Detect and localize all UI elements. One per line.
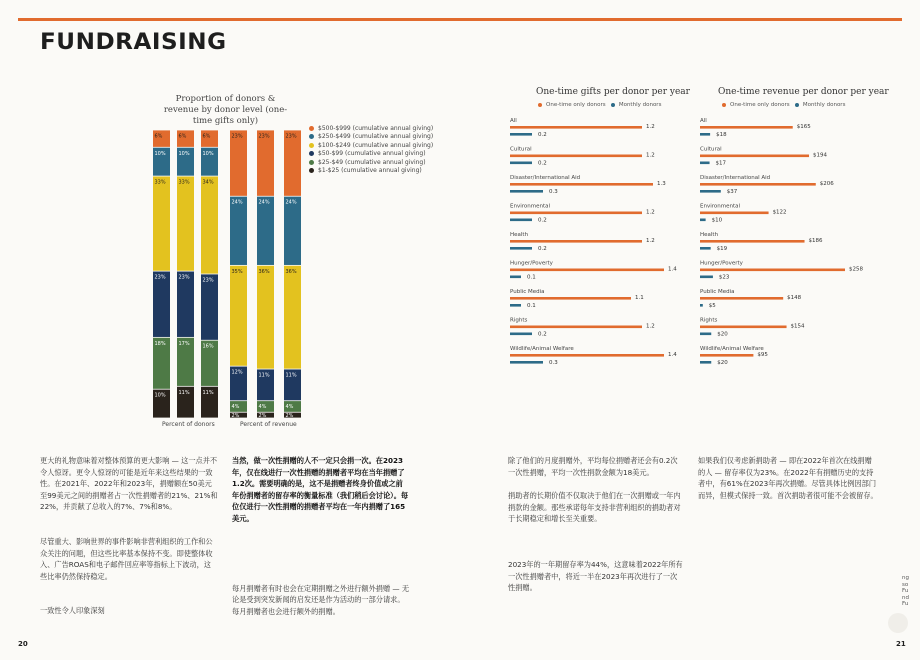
bar-one-time <box>510 326 642 329</box>
bar-monthly <box>700 247 711 250</box>
stack-segment <box>153 176 170 270</box>
legend-item <box>309 125 433 133</box>
value-label: $5 <box>708 303 716 309</box>
segment-label: 23% <box>154 274 166 281</box>
category-label: All <box>510 118 517 124</box>
legend-label: $250-$499 (cumulative annual giving) <box>318 133 434 141</box>
bar-one-time <box>510 183 653 186</box>
paragraph: 2023年的一年期留存率为44%，这意味着2022年所有一次性捐赠者中，将近一半在2023年再次进行了一次性捐赠。 <box>508 559 683 593</box>
segment-label: 2% <box>231 413 240 420</box>
segment-label: 6% <box>202 133 211 140</box>
value-label: 1.2 <box>646 238 655 244</box>
legend-label: $100-$249 (cumulative annual giving) <box>318 141 434 149</box>
gifts-chart-legend <box>538 102 661 108</box>
segment-label: 23% <box>231 133 243 140</box>
bar-monthly <box>510 219 532 222</box>
bar-monthly <box>700 162 710 165</box>
legend-swatch <box>309 160 314 165</box>
value-label: 0.1 <box>527 303 536 309</box>
legend-swatch <box>309 126 314 131</box>
category-label: Environmental <box>510 203 551 210</box>
value-label: 1.4 <box>668 352 677 358</box>
segment-label: 23% <box>202 277 214 284</box>
segment-label: 10% <box>178 150 190 157</box>
gifts-chart <box>508 114 698 376</box>
legend-swatch <box>309 151 314 156</box>
value-label: 0.2 <box>538 160 547 167</box>
category-label: Health <box>510 232 529 238</box>
text-column-1 <box>40 455 218 617</box>
value-label: 1.1 <box>635 295 644 301</box>
segment-label: 36% <box>258 268 270 275</box>
one-time-legend-label: One-time only donors <box>546 102 606 108</box>
bar-one-time <box>700 212 769 215</box>
donors-axis-label: Percent of donors <box>162 421 215 428</box>
segment-label: 4% <box>285 404 294 411</box>
value-label: $19 <box>716 246 728 252</box>
value-label: $17 <box>715 160 727 167</box>
bar-monthly <box>700 133 710 136</box>
bar-monthly <box>510 190 543 193</box>
value-label: $154 <box>790 323 805 330</box>
category-label: Public Media <box>700 289 735 295</box>
bar-monthly <box>510 133 532 136</box>
stack-segment <box>284 197 301 265</box>
segment-label: 35% <box>231 268 243 275</box>
paragraph: 尽管重大、影响世界的事件影响非营利组织的工作和公众关注的问题，但这些比率基本保持不变。即使整体收入、广告ROAS和电子邮件回应率等指标上下波动，这些比率仍然保持稳定。 <box>40 536 213 581</box>
revenue-chart-legend <box>722 102 845 108</box>
value-label: $165 <box>796 124 811 130</box>
bar-one-time <box>510 155 642 158</box>
bar-monthly <box>510 304 521 307</box>
stack-segment <box>230 197 247 265</box>
segment-label: 11% <box>178 389 190 396</box>
category-label: Rights <box>700 317 718 324</box>
segment-label: 23% <box>258 133 270 140</box>
category-label: Wildlife/Animal Welfare <box>510 346 574 352</box>
value-label: 1.2 <box>646 323 655 330</box>
segment-label: 24% <box>285 199 297 206</box>
bar-one-time <box>700 240 805 243</box>
page-headline: FUNDRAISING <box>40 30 227 55</box>
stack-segment <box>230 266 247 366</box>
stack-segment <box>284 266 301 369</box>
segment-label: 11% <box>285 372 297 379</box>
gifts-chart-title: One-time gifts per donor per year <box>536 87 690 97</box>
bar-monthly <box>510 361 543 364</box>
one-time-legend-label: One-time only donors <box>730 102 790 108</box>
stacked-chart <box>150 126 305 421</box>
side-text-line: Fu <box>902 588 909 595</box>
segment-label: 11% <box>258 372 270 379</box>
stack-segment <box>153 272 170 337</box>
category-label: Rights <box>510 317 528 324</box>
value-label: $18 <box>716 132 727 138</box>
category-label: Hunger/Poverty <box>510 260 553 267</box>
paragraph: 如果我们仅考虑新捐助者 — 即在2022年首次在线捐赠的人 — 留存率仅为23%。在2022年有捐赠历史的支持者中，有61%在2023年再次捐赠。尽管具体比例因部门而异，但模式保持一致。首次捐助者很可能不会被留存。 <box>698 456 878 500</box>
value-label: 1.3 <box>657 181 666 187</box>
bar-one-time <box>510 212 642 215</box>
side-text-line: so <box>902 581 909 588</box>
category-label: All <box>700 118 707 124</box>
legend-item <box>309 167 433 175</box>
segment-label: 18% <box>154 340 166 347</box>
stack-segment <box>257 130 274 195</box>
one-time-dot <box>722 103 726 107</box>
paragraph-bold: 当然，做一次性捐赠的人不一定只会捐一次。在2023年，仅在线进行一次性捐赠的捐赠者平均在当年捐赠了1.2次。需要明确的是，这不是捐赠者终身价值或之前年份捐赠者的留存率的衡量标准（我们稍后会讨论）。每位仅进行一次性捐赠的捐赠者平均在一年内捐赠了165美元。 <box>232 456 409 523</box>
stack-segment <box>257 197 274 265</box>
segment-label: 24% <box>231 199 243 206</box>
segment-label: 33% <box>178 179 190 186</box>
bar-monthly <box>700 276 713 279</box>
bar-monthly <box>700 333 711 336</box>
revenue-chart <box>698 114 898 376</box>
value-label: 0.3 <box>549 360 558 366</box>
value-label: 1.2 <box>646 152 655 159</box>
stack-segment <box>177 176 194 270</box>
segment-label: 12% <box>231 369 243 376</box>
segment-label: 33% <box>154 179 166 186</box>
paragraph: 捐助者的长期价值不仅取决于他们在一次捐赠或一年内捐款的金额。那些承诺每年支持非营利组织的捐助者对于长期稳定和增长至关重要。 <box>508 491 681 524</box>
segment-label: 17% <box>178 340 190 347</box>
segment-label: 4% <box>231 404 240 411</box>
side-text-line: nd <box>902 594 909 601</box>
stack-segment <box>177 272 194 337</box>
bar-monthly <box>510 247 532 250</box>
text-column-2 <box>232 455 410 617</box>
value-label: 0.1 <box>527 274 536 281</box>
stack-segment <box>201 274 218 339</box>
segment-label: 10% <box>154 150 166 157</box>
monthly-legend-label: Monthly donors <box>618 102 662 108</box>
value-label: $148 <box>787 295 802 301</box>
category-label: Hunger/Poverty <box>700 260 743 267</box>
corner-badge <box>888 613 908 633</box>
value-label: $95 <box>757 352 768 358</box>
legend-label: $50-$99 (cumulative annual giving) <box>318 150 426 158</box>
value-label: 0.2 <box>538 246 547 252</box>
segment-label: 2% <box>285 413 294 420</box>
paragraph: 一致性令人印象深刻 <box>40 606 105 616</box>
paragraph: 更大的礼物意味着对整体预算的更大影响 — 这一点并不令人惊讶。更令人惊讶的可能是近年来这些结果的一致性。在2021年、2022年和2023年，捐赠额在50美元至99美元之间的捐赠者占一次性捐赠者的21%、21%和22%，并贡献了总收入的7%、7%和8%。 <box>40 456 218 512</box>
category-label: Health <box>700 232 719 238</box>
value-label: 0.3 <box>549 189 558 195</box>
stacked-legend <box>309 125 433 175</box>
segment-label: 10% <box>154 392 166 399</box>
side-text-line: ng <box>902 575 909 581</box>
segment-label: 16% <box>202 343 214 350</box>
stack-segment <box>201 176 218 273</box>
category-label: Disaster/International Aid <box>700 175 771 181</box>
bar-monthly <box>700 219 706 222</box>
stack-segment <box>230 130 247 195</box>
side-fragment <box>902 575 909 608</box>
stack-segment <box>284 130 301 195</box>
value-label: 0.2 <box>538 132 547 138</box>
stack-segment <box>257 266 274 369</box>
segment-label: 24% <box>258 199 270 206</box>
bar-one-time <box>700 326 787 329</box>
legend-item <box>309 133 433 141</box>
value-label: $186 <box>808 238 823 244</box>
value-label: 0.2 <box>538 217 547 224</box>
legend-item <box>309 150 433 158</box>
paragraph: 除了他们的月度捐赠外，平均每位捐赠者还会有0.2次一次性捐赠，平均一次性捐款金额为18美元。 <box>508 456 678 477</box>
left-chart-title: Proportion of donors & revenue by donor level (one-time gifts only) <box>163 94 288 126</box>
bar-one-time <box>510 240 642 243</box>
segment-label: 23% <box>285 133 297 140</box>
value-label: $23 <box>718 274 730 281</box>
category-label: Wildlife/Animal Welfare <box>700 346 764 352</box>
value-label: 1.2 <box>646 124 655 130</box>
bar-one-time <box>700 269 845 272</box>
bar-one-time <box>510 297 631 300</box>
segment-label: 6% <box>178 133 187 140</box>
paragraph: 每月捐赠者有时也会在定期捐赠之外进行额外捐赠 — 无论是受到突发新闻的启发还是作为活动的一部分请求。每月捐赠者也会进行额外的捐赠。 <box>232 583 410 616</box>
bar-monthly <box>510 162 532 165</box>
one-time-dot <box>538 103 542 107</box>
page-number-right: 21 <box>896 640 906 648</box>
value-label: $194 <box>813 152 828 159</box>
bar-monthly <box>700 361 711 364</box>
value-label: 0.2 <box>538 331 547 338</box>
bar-one-time <box>700 297 783 300</box>
legend-swatch <box>309 134 314 139</box>
value-label: $258 <box>849 266 863 273</box>
revenue-axis-label: Percent of revenue <box>240 421 297 428</box>
segment-label: 11% <box>202 389 214 396</box>
legend-label: $500-$999 (cumulative annual giving) <box>318 125 434 132</box>
text-column-3 <box>508 455 683 594</box>
monthly-legend-label: Monthly donors <box>802 102 846 108</box>
category-label: Cultural <box>510 146 532 153</box>
value-label: $10 <box>711 217 723 224</box>
bar-one-time <box>510 126 642 129</box>
top-rule <box>18 18 902 21</box>
side-text-line: Fu <box>902 601 909 608</box>
bar-monthly <box>700 190 721 193</box>
value-label: 1.2 <box>646 209 655 216</box>
category-label: Environmental <box>700 203 741 210</box>
text-column-4 <box>698 455 878 501</box>
segment-label: 2% <box>258 413 267 420</box>
legend-label: $25-$49 (cumulative annual giving) <box>318 158 426 166</box>
value-label: 1.4 <box>668 266 677 273</box>
bar-one-time <box>700 183 816 186</box>
segment-label: 6% <box>154 133 163 140</box>
segment-label: 23% <box>178 274 190 281</box>
segment-label: 10% <box>202 150 214 157</box>
value-label: $20 <box>717 360 728 366</box>
bar-monthly <box>510 276 521 279</box>
legend-swatch <box>309 143 314 148</box>
value-label: $20 <box>717 331 728 338</box>
monthly-dot <box>611 103 615 107</box>
legend-item <box>309 159 433 167</box>
category-label: Public Media <box>510 289 545 295</box>
value-label: $206 <box>819 181 834 187</box>
legend-label: $1-$25 (cumulative annual giving) <box>318 167 422 175</box>
category-label: Disaster/International Aid <box>510 175 581 181</box>
bar-monthly <box>700 304 703 307</box>
bar-one-time <box>700 126 793 129</box>
value-label: $122 <box>772 209 787 216</box>
segment-label: 34% <box>202 179 214 186</box>
category-label: Cultural <box>700 146 722 153</box>
page-number-left: 20 <box>18 640 28 648</box>
bar-one-time <box>510 354 664 357</box>
bar-one-time <box>510 269 664 272</box>
value-label: $37 <box>726 189 738 195</box>
segment-label: 36% <box>285 268 297 275</box>
bar-monthly <box>510 333 532 336</box>
bar-one-time <box>700 354 753 357</box>
bar-one-time <box>700 155 809 158</box>
legend-item <box>309 142 433 150</box>
monthly-dot <box>795 103 799 107</box>
revenue-chart-title: One-time revenue per donor per year <box>718 87 889 97</box>
legend-swatch <box>309 168 314 173</box>
segment-label: 4% <box>258 404 267 411</box>
